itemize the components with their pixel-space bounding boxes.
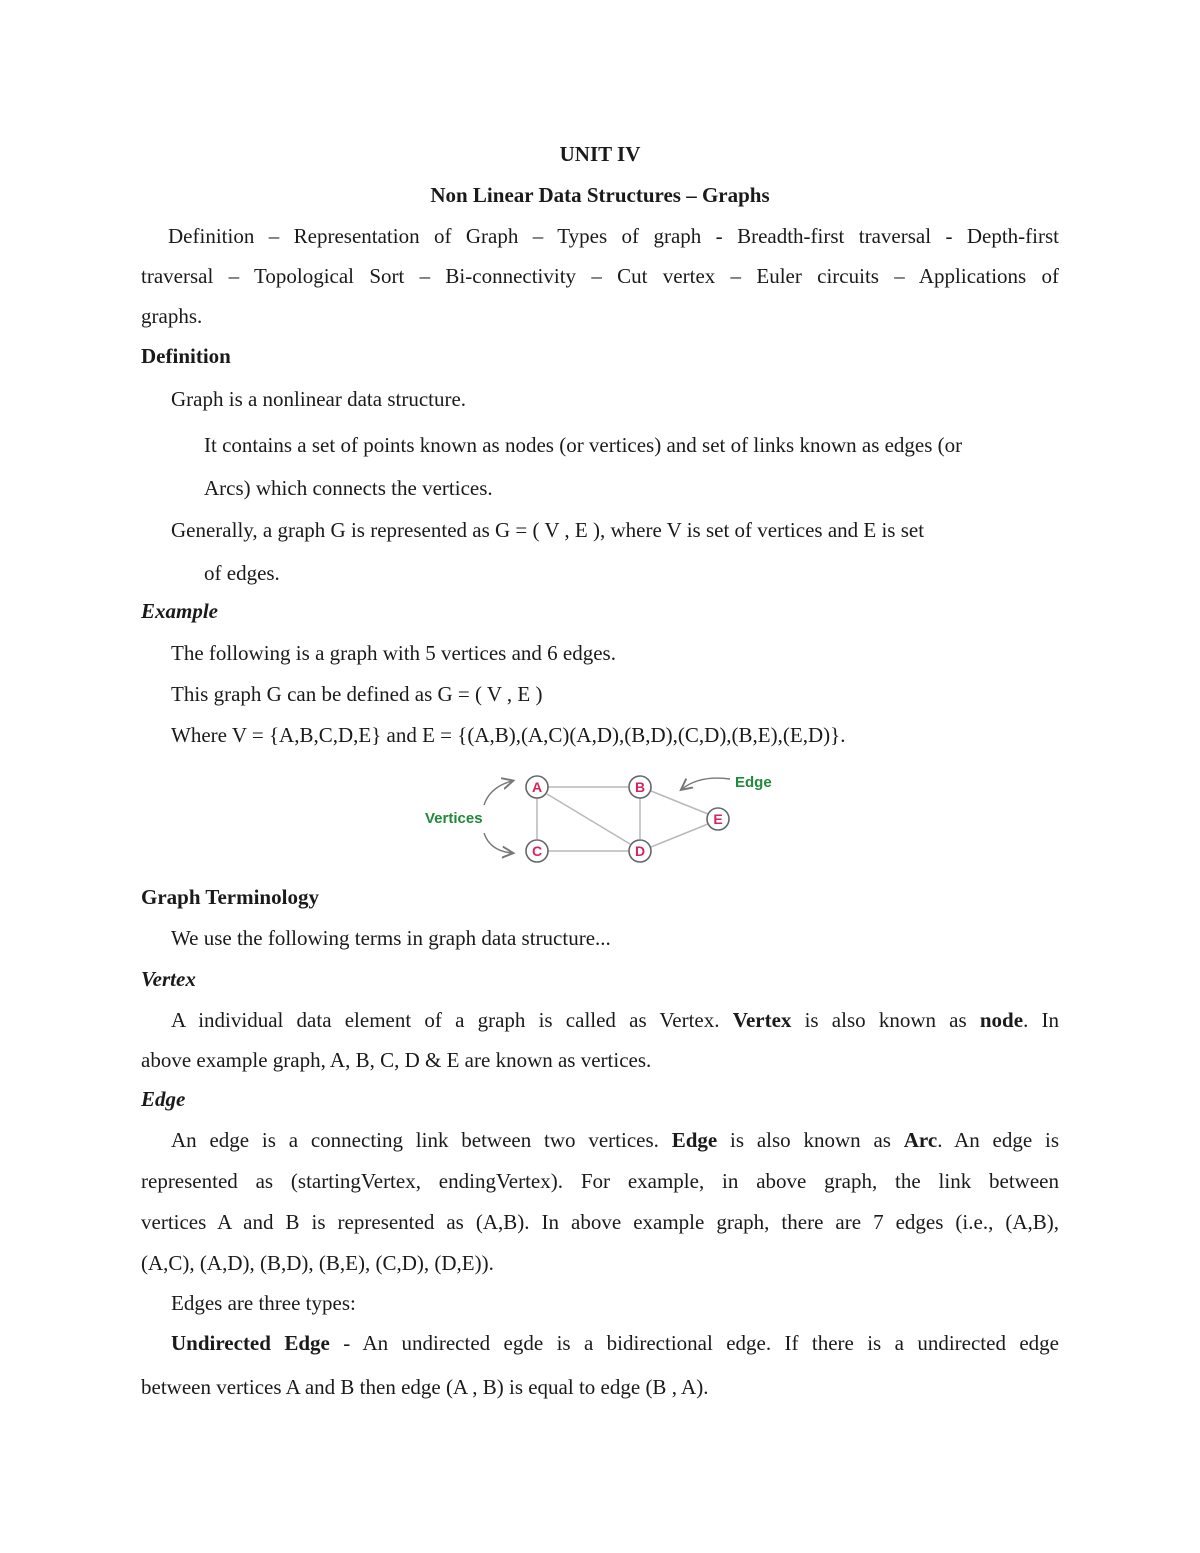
example-line-2: This graph G can be defined as G = ( V , E ) — [171, 682, 543, 706]
definition-paragraph-3-line-2: of edges. — [204, 561, 280, 585]
terminology-heading: Graph Terminology — [141, 885, 319, 909]
arc-term: Arc — [903, 1128, 938, 1152]
vertex-line-1 — [171, 1007, 1059, 1033]
edge-text-c: is also known as — [717, 1128, 904, 1152]
node-e — [707, 808, 729, 830]
vertex-heading: Vertex — [141, 967, 196, 991]
vertex-text-e: . In — [1023, 1008, 1060, 1032]
edge-b-e — [651, 791, 708, 814]
edge-e-d — [651, 824, 708, 847]
example-heading: Example — [141, 599, 218, 623]
syllabus-line-1: Definition – Representation of Graph – Types of graph - Breadth-first traversal - Depth-first — [168, 224, 1059, 248]
unit-heading: UNIT IV — [559, 142, 641, 166]
svg-text:B: B — [634, 779, 646, 795]
graph-diagram — [380, 765, 820, 873]
edge-text-a: An edge is a connecting link between two vertices. — [171, 1128, 672, 1152]
node-a — [526, 776, 548, 798]
svg-text:C: C — [531, 843, 543, 859]
svg-text:D: D — [634, 843, 646, 859]
edge-line-2: represented as (startingVertex, endingVertex). For example, in above graph, the link between — [141, 1169, 1059, 1193]
svg-text:E: E — [713, 811, 723, 827]
vertices-arrow-up — [484, 781, 512, 805]
terminology-intro: We use the following terms in graph data structure... — [171, 926, 611, 950]
edge-text-e: . An edge is — [937, 1128, 1060, 1152]
edge-types-intro: Edges are three types: — [171, 1291, 356, 1315]
vertex-term: Vertex — [732, 1008, 792, 1032]
undirected-edge-line-2: between vertices A and B then edge (A , B) is equal to edge (B , A). — [141, 1375, 709, 1399]
node-c — [526, 840, 548, 862]
example-line-3: Where V = {A,B,C,D,E} and E = {(A,B),(A,C)(A,D),(B,D),(C,D),(B,E),(E,D)}. — [171, 723, 846, 747]
edge-a-d — [547, 794, 630, 844]
node-term: node — [979, 1008, 1024, 1032]
definition-paragraph-3-line-1: Generally, a graph G is represented as G = ( V , E ), where V is set of vertices and E is set — [171, 518, 925, 542]
graph-diagram-svg — [380, 765, 820, 873]
vertex-line-2: above example graph, A, B, C, D & E are known as vertices. — [141, 1048, 652, 1072]
node-b — [629, 776, 651, 798]
edge-term: Edge — [671, 1128, 718, 1152]
edge-label: Edge — [735, 774, 772, 791]
definition-heading: Definition — [141, 344, 231, 368]
edge-line-3: vertices A and B is represented as (A,B). In above example graph, there are 7 edges (i.e., (A,B), — [141, 1210, 1059, 1234]
vertex-text-a: A individual data element of a graph is called as Vertex. — [171, 1008, 733, 1032]
vertices-label: Vertices — [425, 810, 483, 827]
edge-line-4: (A,C), (A,D), (B,D), (B,E), (C,D), (D,E)). — [141, 1251, 494, 1275]
edge-arrow — [682, 778, 730, 789]
undirected-edge-line-1 — [171, 1330, 1059, 1356]
vertex-text-c: is also known as — [791, 1008, 980, 1032]
undirected-edge-text: - An undirected egde is a bidirectional edge. If there is a undirected edge — [329, 1331, 1059, 1355]
edge-heading: Edge — [141, 1087, 186, 1111]
graph-edges — [537, 787, 708, 851]
syllabus-line-2: traversal – Topological Sort – Bi-connectivity – Cut vertex – Euler circuits – Applications of — [141, 264, 1059, 288]
definition-paragraph-1: Graph is a nonlinear data structure. — [171, 387, 467, 411]
definition-paragraph-2-line-1: It contains a set of points known as nodes (or vertices) and set of links known as edges (or — [204, 433, 963, 457]
syllabus-line-3: graphs. — [141, 304, 203, 328]
example-line-1: The following is a graph with 5 vertices and 6 edges. — [171, 641, 616, 665]
vertices-arrow-down — [484, 833, 512, 853]
page-title: Non Linear Data Structures – Graphs — [430, 183, 770, 207]
definition-paragraph-2-line-2: Arcs) which connects the vertices. — [204, 476, 493, 500]
svg-text:A: A — [531, 779, 543, 795]
edge-line-1 — [171, 1127, 1059, 1153]
node-d — [629, 840, 651, 862]
undirected-edge-term: Undirected Edge — [171, 1331, 330, 1355]
